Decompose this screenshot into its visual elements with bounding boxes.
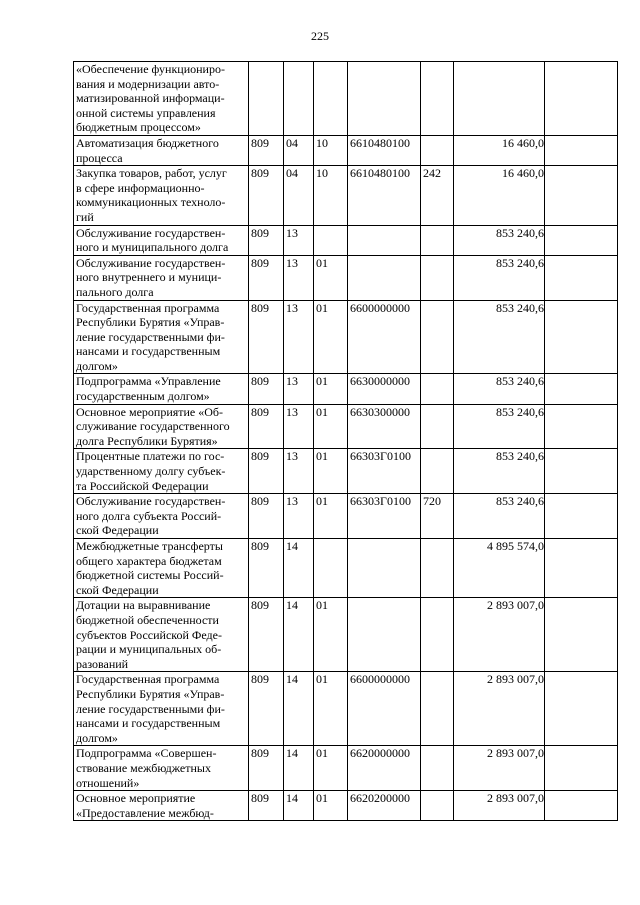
cell-admin-code: 809 [249,791,284,821]
cell-name-line: ской Федерации [76,582,159,597]
cell-subsection-code: 10 [314,135,348,165]
cell-section-code: 14 [284,598,314,672]
table-row [74,300,618,374]
cell-expense-type [421,62,454,136]
cell-name-line: Основное мероприятие [76,791,196,806]
table-row [74,135,618,165]
cell-empty [545,166,618,225]
cell-name [74,166,249,225]
cell-name-line: долга Республики Бурятия» [76,433,218,448]
cell-target-article [348,539,421,598]
cell-target-article [348,255,421,300]
table-row [74,598,618,672]
cell-admin-code: 809 [249,404,284,449]
cell-name-line: долгом» [76,358,118,373]
cell-name-line: ствование межбюджетных [76,760,211,775]
cell-admin-code: 809 [249,494,284,539]
table-row [74,672,618,746]
cell-name-line: ление государственными фи- [76,701,225,716]
cell-expense-type [421,598,454,672]
cell-subsection-code: 01 [314,791,348,821]
cell-target-article: 66303Г0100 [348,449,421,494]
cell-name-line: отношений» [76,775,140,790]
cell-target-article: 66303Г0100 [348,494,421,539]
cell-section-code: 13 [284,374,314,404]
cell-admin-code: 809 [249,166,284,225]
cell-target-article [348,62,421,136]
cell-name-line: Основное мероприятие «Об- [76,404,224,419]
cell-target-article [348,598,421,672]
cell-name-line: рации и муниципальных об- [76,642,222,657]
cell-name-line: служивание государственного [76,419,230,434]
table-row [74,494,618,539]
cell-name-line: общего характера бюджетам [76,553,222,568]
cell-empty [545,225,618,255]
page-number: 225 [311,29,329,43]
cell-subsection-code: 01 [314,672,348,746]
cell-name-line: гий [76,209,94,224]
cell-amount: 16 460,0 [454,166,545,225]
cell-amount: 16 460,0 [454,135,545,165]
cell-amount: 2 893 007,0 [454,672,545,746]
cell-amount: 2 893 007,0 [454,598,545,672]
cell-name-line: матизированной информаци- [76,91,225,106]
cell-expense-type [421,746,454,791]
cell-name-line: бюджетной системы Россий- [76,568,224,583]
cell-empty [545,374,618,404]
cell-empty [545,598,618,672]
cell-admin-code: 809 [249,374,284,404]
cell-subsection-code [314,539,348,598]
cell-name-line: ударственному долгу субъек- [76,464,226,479]
cell-subsection-code: 01 [314,300,348,374]
cell-name [74,62,249,136]
cell-amount: 4 895 574,0 [454,539,545,598]
cell-name-line: Подпрограмма «Управление [76,374,221,389]
cell-name-line: в сфере информационно- [76,180,205,195]
cell-expense-type [421,225,454,255]
cell-name-line: Обслуживание государствен- [76,225,226,240]
cell-section-code: 13 [284,494,314,539]
table-row [74,404,618,449]
cell-amount: 853 240,6 [454,449,545,494]
cell-name-line: Дотации на выравнивание [76,598,211,613]
cell-name [74,404,249,449]
cell-amount: 853 240,6 [454,225,545,255]
cell-empty [545,672,618,746]
cell-name-line: онной системы управления [76,105,216,120]
cell-subsection-code: 01 [314,449,348,494]
cell-name [74,225,249,255]
cell-expense-type [421,300,454,374]
cell-name-line: бюджетной обеспеченности [76,612,219,627]
cell-name-line: Закупка товаров, работ, услуг [76,166,227,181]
cell-name-line: бюджетным процессом» [76,120,201,135]
table-row [74,374,618,404]
cell-admin-code: 809 [249,598,284,672]
table-row [74,255,618,300]
cell-section-code: 14 [284,672,314,746]
budget-table [73,61,618,821]
cell-admin-code: 809 [249,225,284,255]
cell-target-article: 6620000000 [348,746,421,791]
cell-admin-code: 809 [249,135,284,165]
cell-name-line: Обслуживание государствен- [76,255,226,270]
cell-expense-type [421,135,454,165]
cell-expense-type [421,672,454,746]
cell-name [74,746,249,791]
cell-name-line: Государственная программа [76,672,220,687]
cell-target-article: 6630000000 [348,374,421,404]
cell-name-line: ного внутреннего и муници- [76,270,222,285]
cell-name-line: нансами и государственным [76,716,221,731]
cell-target-article [348,225,421,255]
cell-name-line: Подпрограмма «Совершен- [76,746,217,761]
cell-empty [545,791,618,821]
cell-amount: 2 893 007,0 [454,746,545,791]
cell-name-line: Процентные платежи по гос- [76,449,225,464]
cell-name-line: ного и муниципального долга [76,240,229,255]
cell-empty [545,449,618,494]
cell-section-code: 13 [284,255,314,300]
cell-expense-type [421,374,454,404]
cell-expense-type: 720 [421,494,454,539]
cell-expense-type [421,539,454,598]
cell-name [74,791,249,821]
cell-name-line: «Предоставление межбюд- [76,805,214,820]
cell-amount: 853 240,6 [454,494,545,539]
cell-amount [454,62,545,136]
cell-name-line: Обслуживание государствен- [76,494,226,509]
cell-section-code: 04 [284,166,314,225]
cell-subsection-code: 01 [314,746,348,791]
cell-admin-code: 809 [249,255,284,300]
cell-name-line: субъектов Российской Феде- [76,627,222,642]
table-row [74,225,618,255]
cell-name [74,135,249,165]
cell-name [74,672,249,746]
cell-target-article: 6600000000 [348,672,421,746]
cell-section-code: 13 [284,449,314,494]
cell-admin-code: 809 [249,449,284,494]
cell-name-line: ской Федерации [76,523,159,538]
table-row [74,166,618,225]
cell-amount: 853 240,6 [454,255,545,300]
cell-amount: 853 240,6 [454,374,545,404]
cell-subsection-code: 01 [314,598,348,672]
cell-amount: 853 240,6 [454,300,545,374]
cell-subsection-code: 01 [314,255,348,300]
cell-empty [545,135,618,165]
cell-name-line: коммуникационных техноло- [76,195,226,210]
cell-name-line: Автоматизация бюджетного [76,135,219,150]
cell-empty [545,404,618,449]
cell-name-line: государственным долгом» [76,389,210,404]
cell-expense-type [421,791,454,821]
table-row [74,791,618,821]
cell-section-code [284,62,314,136]
table-row [74,746,618,791]
cell-name-line: «Обеспечение функциониро- [76,62,225,76]
cell-subsection-code: 01 [314,374,348,404]
cell-target-article: 6620200000 [348,791,421,821]
cell-target-article: 6600000000 [348,300,421,374]
cell-amount: 853 240,6 [454,404,545,449]
cell-name-line: нансами и государственным [76,344,221,359]
cell-name [74,494,249,539]
cell-name [74,449,249,494]
cell-section-code: 13 [284,404,314,449]
cell-name-line: пального долга [76,284,154,299]
cell-name-line: та Российской Федерации [76,478,209,493]
cell-subsection-code: 10 [314,166,348,225]
cell-empty [545,62,618,136]
table-row [74,539,618,598]
cell-section-code: 13 [284,225,314,255]
cell-empty [545,300,618,374]
cell-admin-code [249,62,284,136]
cell-name-line: разований [76,656,129,671]
cell-empty [545,494,618,539]
table-row [74,449,618,494]
cell-section-code: 14 [284,791,314,821]
cell-name-line: долгом» [76,730,118,745]
cell-empty [545,539,618,598]
cell-section-code: 04 [284,135,314,165]
cell-empty [545,746,618,791]
table-row [74,62,618,136]
cell-target-article: 6630300000 [348,404,421,449]
cell-admin-code: 809 [249,672,284,746]
cell-expense-type [421,404,454,449]
cell-name [74,374,249,404]
cell-section-code: 13 [284,300,314,374]
cell-admin-code: 809 [249,539,284,598]
cell-name [74,598,249,672]
cell-name-line: Республики Бурятия «Управ- [76,315,225,330]
cell-expense-type: 242 [421,166,454,225]
cell-admin-code: 809 [249,746,284,791]
cell-section-code: 14 [284,746,314,791]
cell-target-article: 6610480100 [348,166,421,225]
cell-subsection-code: 01 [314,494,348,539]
cell-name-line: Республики Бурятия «Управ- [76,686,225,701]
budget-table-body [74,62,618,821]
cell-name-line: ного долга субъекта Россий- [76,508,222,523]
cell-expense-type [421,449,454,494]
cell-section-code: 14 [284,539,314,598]
cell-subsection-code [314,62,348,136]
cell-subsection-code [314,225,348,255]
cell-expense-type [421,255,454,300]
cell-subsection-code: 01 [314,404,348,449]
cell-name-line: ление государственными фи- [76,329,225,344]
cell-name-line: Межбюджетные трансферты [76,539,223,553]
cell-name [74,300,249,374]
cell-empty [545,255,618,300]
cell-admin-code: 809 [249,300,284,374]
cell-target-article: 6610480100 [348,135,421,165]
cell-name [74,539,249,598]
cell-amount: 2 893 007,0 [454,791,545,821]
cell-name [74,255,249,300]
cell-name-line: вания и модернизации авто- [76,76,220,91]
cell-name-line: Государственная программа [76,300,220,315]
cell-name-line: процесса [76,150,123,165]
